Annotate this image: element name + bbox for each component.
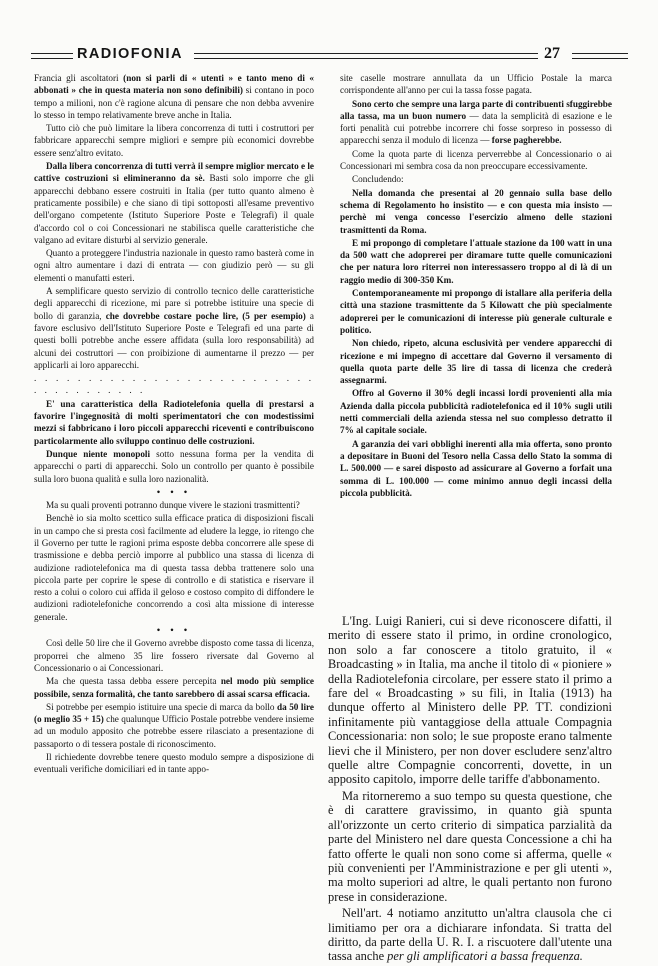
paragraph: [340, 237, 612, 286]
text-run: • • •: [156, 486, 192, 497]
paragraph: [34, 499, 314, 511]
text-run: • • •: [156, 625, 192, 636]
paragraph: [340, 438, 612, 499]
paragraph: [340, 387, 612, 436]
text-run: — data la semplicità di esazione e le forti penalità cui potrebbe incorrere chi fosse sorpreso in possesso di apparecchi senza il modulo di licenza —: [340, 110, 612, 146]
header-rule-right: [572, 53, 628, 59]
paragraph: [34, 512, 314, 623]
text-run: . . . . . . . . . . . . . . . . . . . . . . . . . . . . . . . . . . . . .: [34, 373, 314, 396]
header-rule-left: [31, 53, 73, 59]
paragraph: [340, 337, 612, 386]
text-run: Tutto ciò che può limitare la libera concorrenza di tutti i costruttori per fabbricare apparecchi sempre migliori e sempre più economici dovrebbe essere senz'altro evitato.: [34, 123, 314, 158]
text-run: Benchè io sia molto scettico sulla efficace pratica di disposizioni fiscali in un campo che si presta così facilmente ad eludere la legge, io ritengo che il Governo per tutte le ragioni prima esposte debba concorrere alle spese di trasmissione e debba perciò imporre al pubblico una stassa di licenza di audizione radiotelefonica ma di questa tassa debba trattenere solo una piccola parte per coprire le spese di controllo e di statistica e riservare il resto a colui o coloro cui affida il geloso e costoso compito di diffondere le audizioni radiotelefoniche concorrendo a così alta missione di interesse generale.: [34, 513, 314, 622]
paragraph: [34, 701, 314, 750]
text-run: — come minimo annuo degli incassi della piccola pubblicità.: [340, 475, 612, 498]
paragraph: [34, 122, 314, 159]
paragraph: [34, 637, 314, 674]
paragraph: [34, 675, 314, 700]
text-run: di L. 500.000: [340, 450, 612, 474]
paragraph: [340, 72, 612, 97]
text-run: A semplificare questo servizio di controllo tecnico delle caratteristiche degli apparecchi di ricezione, mi pare si potrebbe istituire una specie di bollo di garanzia,: [34, 286, 314, 321]
text-run: Concludendo:: [352, 174, 404, 185]
paragraph: [340, 187, 612, 236]
text-run: degli incassi lordi provenienti alla mia Azienda dalla piccola pubblicità radiotelefonica ed: [340, 388, 612, 411]
text-run: sugli utili netti commerciali della azienda stessa nel suo complesso detratto: [340, 400, 613, 424]
page-header: [24, 44, 636, 66]
right-column-large-text: [328, 614, 612, 966]
text-run: Basti solo imporre che gli apparecchi debbano essere costruiti in Italia (per tutto quanto almeno è praticamente possibile) e che siano di tipi sottoposti all'esame preventivo dell'organo competente (Istituto Superiore Poste e Telegrafi) il quale d'accordo col o coi Concessionari ne stabilisca quelle caratteristiche che valgano ad evitare disturbi al servizio generale.: [34, 173, 314, 245]
paragraph: [34, 72, 314, 121]
text-run: il 30%: [425, 388, 453, 399]
text-run: Ma che questa tassa debba essere percepita: [46, 676, 221, 687]
text-run: Dalla libera concorrenza di tutti verrà il sempre miglior mercato e le cattive costruzioni si elimineranno da sè.: [34, 161, 314, 184]
paragraph: [340, 98, 612, 147]
paragraph: [34, 624, 314, 636]
right-column-small-text: [340, 72, 612, 500]
text-run: Francia gli ascoltatori: [34, 73, 124, 83]
text-run: che dovrebbe costare poche lire, (5 per esempio): [105, 310, 306, 321]
text-run: che qualunque Ufficio Postale potrebbe vendere insieme ad un modulo apposito che potrebbe essere rilasciato a presentazione di passaporto o di tessera postale di riconoscimento.: [34, 714, 314, 749]
text-run: nel modo più semplice possibile, senza formalità, che tanto sarebbero di assai scarsa efficacia.: [34, 676, 314, 699]
paragraph: [328, 789, 612, 904]
text-run: E' una caratteristica della Radiotelefonia quella di prestarsi a favorire l'ingegnosità di molti sperimentatori che con modestissimi mezzi si fabbricano i loro piccoli apparecchi riceventi e contribuiscono particolarmente allo sviluppo continuo delle costruzioni.: [34, 398, 314, 446]
paragraph: [340, 173, 612, 185]
text-run: da 50 lire (o meglio 35 + 15): [34, 701, 314, 725]
text-run: Nell'art. 4 notiamo anzitutto un'altra clausola che ci limitiamo per ora a dichiarare infondata. Si tratta del diritto, da parte della U. R. I. a riscuotere dall'utente una tassa anche: [328, 906, 612, 964]
text-run: (non si parli di « utenti » e tanto meno di « abbonati » che in questa materia non sono definibili): [34, 73, 315, 96]
text-run: E mi propongo di completare l'attuale stazione da 100 watt in una da 500 watt che adoprerei per diramare tutte quelle comunicazioni che per natura loro riterrei non interessassero troppo al di là di un raggio medio di 300-350 Km.: [340, 237, 612, 285]
text-run: al capitale sociale.: [353, 425, 427, 436]
paragraph: [34, 486, 314, 498]
paragraph: [34, 751, 314, 776]
paragraph: [34, 160, 314, 246]
text-run: Si potrebbe per esempio istituire una specie di marca da bollo: [46, 701, 278, 712]
text-run: a favore esclusivo dell'Istituto Superiore Poste e Telegrafi ed una parte di questi bolli potrebbe anche essere affidata (sulla loro responsabilità) ad alcuni dei costruttori — con proibizione di aumentarne il prezzo — per applicarli ai loro apparecchi.: [34, 310, 315, 370]
text-run: Ma ritorneremo a suo tempo su questa questione, che è di carattere gravissimo, in quanto già spunta all'orizzonte un certo criterio di simpatica parzialità da parte del Ministero nel dare questa Concessione a chi ha fatto offerte le quali non sono come si afferma, quelle « più convenienti per l'Amministrazione e per gli utenti », ma molto superiori ad altre, le quali pertanto non furono prese in considerazione.: [328, 788, 612, 904]
paragraph: [34, 285, 314, 371]
paragraph: [328, 906, 612, 964]
text-run: Dunque niente monopoli: [46, 448, 151, 459]
text-run: Ma su quali proventi potranno dunque vivere le stazioni trasmittenti?: [46, 500, 300, 511]
text-run: Così delle 50 lire che il Governo avrebbe disposto come tassa di licenza, proporrei che almeno 35 lire fossero riversate dal Governo al Concessionario o ai Concessionari.: [34, 638, 314, 673]
running-title: RADIOFONIA: [77, 46, 183, 62]
text-run: Nella domanda che presentai al 20 gennaio sulla base dello schema di Regolamento ho insistito — e con questa mia insisto — perchè mi venga concesso l'esercizio almeno delle stazioni trasmittenti da Roma.: [340, 187, 612, 235]
text-run: il 10%: [545, 400, 572, 411]
text-run: — e sarei disposto ad assicurare al Governo a forfait una somma: [340, 463, 612, 486]
paragraph: [340, 287, 612, 336]
text-run: Non chiedo, ripeto, alcuna esclusività per vendere apparecchi di ricezione e mi impegno di accettare dal Governo il versamento di quella quota parte delle 35 lire di tassa di licenza che crederà assegnarmi.: [340, 338, 612, 386]
left-column: [34, 72, 314, 777]
paragraph: [328, 614, 612, 787]
text-run: Come la quota parte di licenza perverrebbe al Concessionario o ai Concessionari mi sembra cosa da non preoccupare eccessivamente.: [340, 148, 612, 172]
paragraph: [34, 372, 314, 397]
text-run: sotto nessuna forma per la vendita di apparecchi o parti di apparecchi. Solo un controllo per quanto è possibile sulla loro buona qualità e sulla loro nazionalità.: [34, 448, 314, 484]
text-run: Sono certo che sempre una larga parte di contribuenti sfuggirebbe alla tassa, ma un buon numero: [340, 98, 612, 121]
text-run: per gli amplificatori a bassa frequenza.: [387, 949, 583, 964]
text-run: Il richiedente dovrebbe tenere questo modulo sempre a disposizione di eventuali verifiche domiciliari ed in tante appo-: [34, 752, 314, 775]
text-run: che più specialmente adoprerei per le comunicazioni di interesse più generale culturale e politico.: [340, 300, 612, 335]
text-run: forse pagherebbe.: [491, 135, 562, 146]
paragraph: [34, 448, 314, 485]
paragraph: [340, 148, 612, 173]
header-rule-middle: [194, 53, 538, 59]
paragraph: [34, 247, 314, 284]
text-run: site caselle mostrare annullata da un Ufficio Postale la marca corrispondente all'anno per cui la tassa fosse pagata.: [340, 73, 612, 96]
text-run: 5 Kilowatt: [481, 300, 524, 311]
paragraph: [34, 398, 314, 447]
text-run: Contemporaneamente mi propongo di istallare alla periferia della città una stazione trasmittente da: [340, 288, 612, 311]
text-run: A garanzia dei vari obblighi inerenti alla mia offerta, sono pronto a depositare in Buoni del Tesoro nella Cassa dello Stato la somma: [340, 438, 612, 461]
text-run: di L. 100.000: [373, 475, 429, 486]
text-run: L'Ing. Luigi Ranieri, cui si deve riconoscere difatti, il merito di essere stato il primo, in ordine cronologico, non solo a far conoscere a titolo gratuito, il « Broadcasting » in Italia, ma anche il titolo di « pioniere » della Radiotelefonia circolare, per essere stato il primo a fare del « Broadcasting » su fili, in Italia (1913) ha dunque offerto al Ministero delle PP. TT. condizioni infinitamente più vantaggiose della attuale Compagnia Concessionaria: non solo; le sue proposte erano talmente lievi che il Ministero, per non dover escludere senz'altro quelle altre Compagnie concorrenti, dovette, in un apposito capitolo, imporre delle tariffe d'abbonamento.: [328, 614, 612, 787]
text-run: il 7%: [340, 413, 612, 436]
text-run: Quanto a proteggere l'industria nazionale in questo ramo basterà come in ogni altro aumentare i dazi di entrata — con giudizio però — su gli elementi o manufatti esteri.: [34, 248, 314, 283]
page-number: 27: [544, 45, 560, 62]
text-run: Offro al Governo: [352, 388, 426, 399]
text-run: si contano in poco tempo a milioni, non c'è ragione alcuna di pensare che non debba avvenire lo stesso in tempo relativamente breve anche in Italia.: [34, 85, 314, 120]
